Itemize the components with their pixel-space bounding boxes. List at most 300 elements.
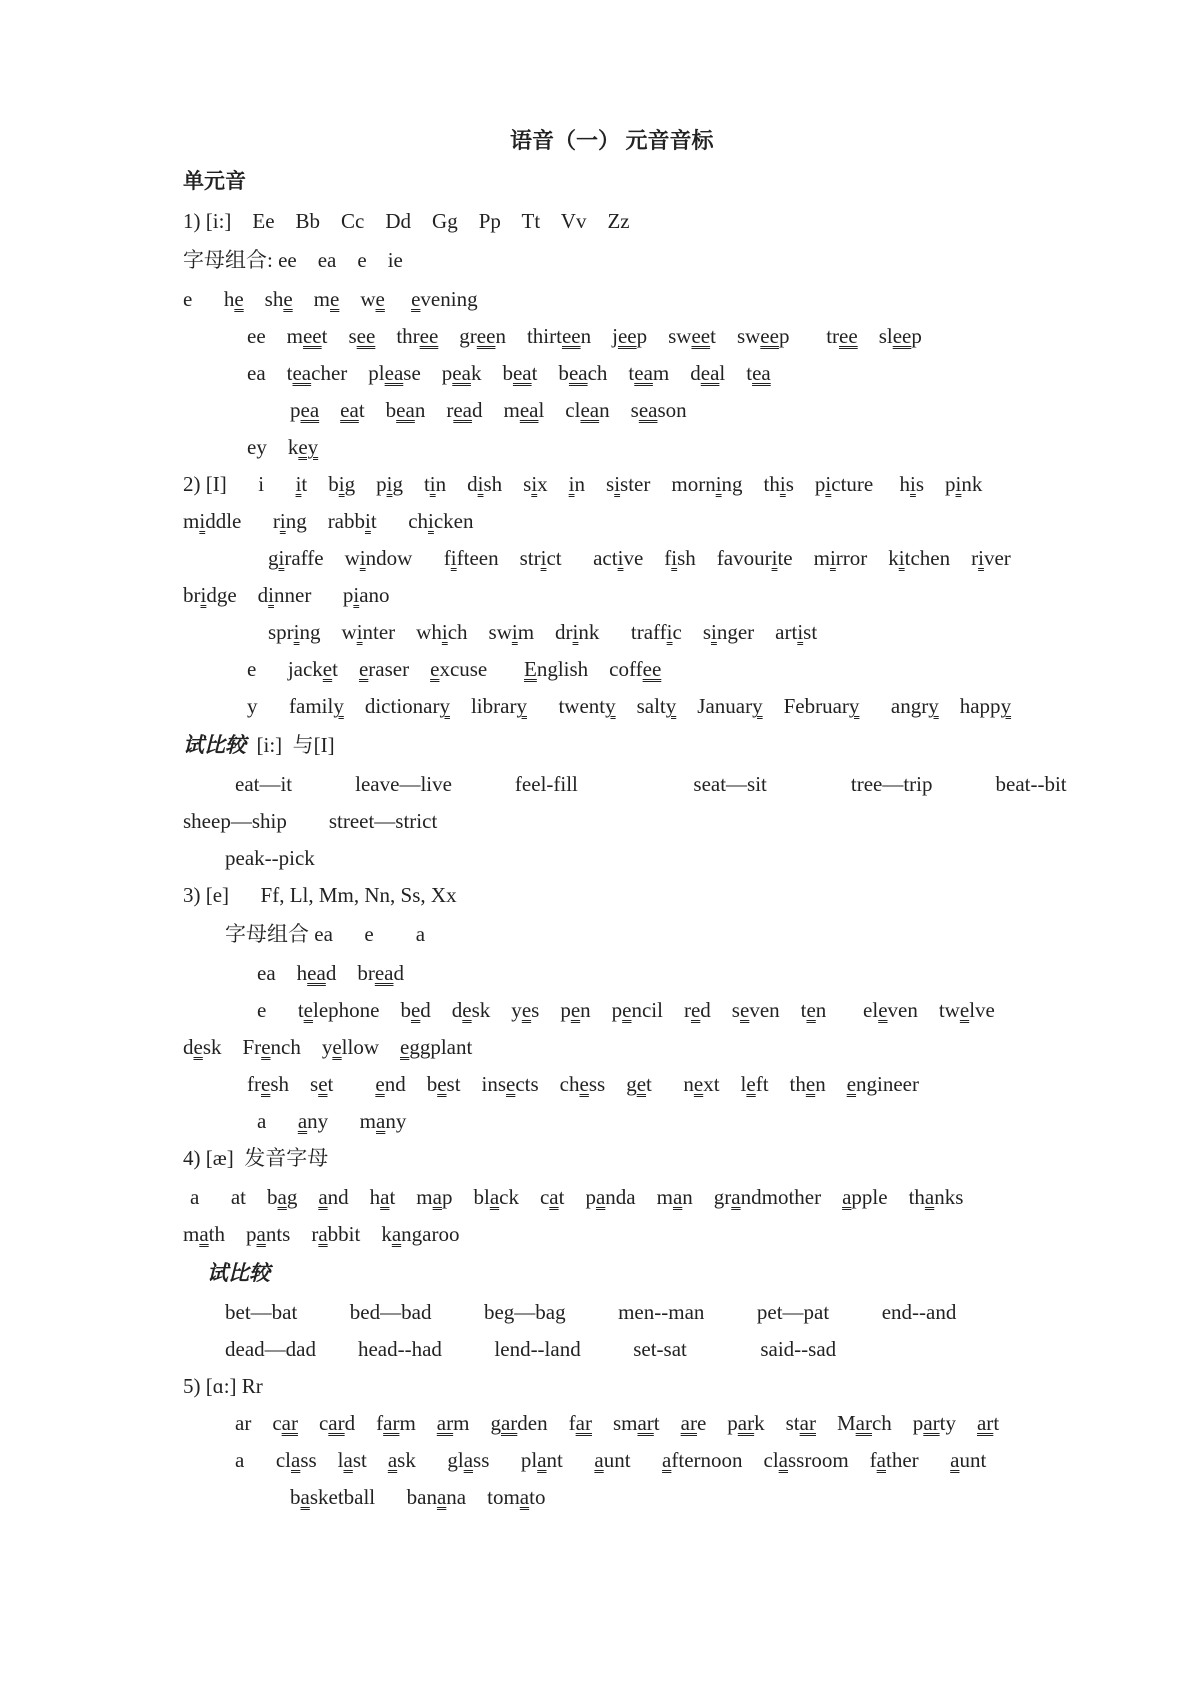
underlined-letters: E <box>524 657 537 681</box>
text-line-title <box>510 128 714 154</box>
underlined-letters: i <box>797 620 804 644</box>
text-segment: t <box>332 657 359 681</box>
text-line-l18 <box>183 882 457 908</box>
underlined-letters: y <box>1000 694 1012 718</box>
underlined-letters: ea <box>340 398 359 422</box>
underlined-letters: ar <box>923 1411 940 1435</box>
text-segment: gr <box>438 324 477 348</box>
underlined-letters: e <box>746 1072 756 1096</box>
underlined-letters: e <box>437 1072 447 1096</box>
text-segment: t b <box>531 361 569 385</box>
text-line-l33 <box>290 1484 545 1510</box>
text-line-l10 <box>268 545 1011 571</box>
text-segment: nks <box>934 1185 964 1209</box>
text-segment: sl <box>857 324 893 348</box>
underlined-letters: y <box>605 694 616 718</box>
text-segment: s p <box>915 472 956 496</box>
text-segment: ggplant <box>409 1035 473 1059</box>
text-segment: ano <box>359 583 390 607</box>
text-line-l9 <box>183 508 474 534</box>
underlined-letters: y <box>928 694 939 718</box>
underlined-letters: ea <box>396 398 415 422</box>
text-line-l12 <box>268 619 817 645</box>
underlined-letters: e <box>332 1035 342 1059</box>
text-segment: fr <box>247 1072 261 1096</box>
text-segment: x <box>537 472 569 496</box>
text-segment: k b <box>470 361 513 385</box>
text-segment: n gr <box>682 1185 732 1209</box>
underlined-letters: i <box>771 546 778 570</box>
text-segment: ve f <box>623 546 672 570</box>
text-segment: 试比较 <box>183 733 246 757</box>
text-segment: nglish coff <box>536 657 643 681</box>
text-line-l1 <box>183 208 630 234</box>
underlined-letters: e <box>521 998 532 1022</box>
text-segment: g <box>286 1185 319 1209</box>
text-segment: ther <box>886 1448 951 1472</box>
text-segment: twent <box>526 694 606 718</box>
underlined-letters: i <box>531 472 538 496</box>
text-segment: sketball ban <box>309 1485 437 1509</box>
underlined-letters: e <box>959 998 970 1022</box>
underlined-letters: i <box>200 583 207 607</box>
underlined-letters: i <box>450 546 457 570</box>
text-segment: n j <box>580 324 618 348</box>
text-segment: m <box>183 509 200 533</box>
text-segment: e jack <box>247 657 323 681</box>
text-segment: ea t <box>247 361 293 385</box>
text-segment: y famil <box>247 694 334 718</box>
text-segment: Januar <box>676 694 753 718</box>
text-segment: p <box>911 324 922 348</box>
text-segment: 5) [ɑ:] Rr <box>183 1374 263 1398</box>
text-segment: raffe w <box>284 546 360 570</box>
underlined-letters: a <box>380 1185 390 1209</box>
text-line-l24 <box>257 1108 406 1134</box>
text-line-l26 <box>190 1184 963 1210</box>
underlined-letters: a <box>199 1222 209 1246</box>
text-segment: c s <box>672 620 711 644</box>
underlined-letters: a <box>318 1222 328 1246</box>
text-segment: 单元音 <box>183 169 246 193</box>
underlined-letters: ee <box>302 324 322 348</box>
text-segment: cher pl <box>311 361 385 385</box>
text-line-l2 <box>183 247 403 273</box>
text-segment: sh s <box>483 472 532 496</box>
underlined-letters: e <box>462 998 472 1022</box>
text-segment: 试比较 <box>207 1261 270 1285</box>
text-segment: ty <box>939 1411 977 1435</box>
text-segment: ny m <box>307 1109 376 1133</box>
text-segment: ch sw <box>447 620 512 644</box>
text-segment: ngineer <box>856 1072 920 1096</box>
text-line-l13 <box>247 656 661 682</box>
text-segment: t <box>327 1072 376 1096</box>
underlined-letters: i <box>293 620 300 644</box>
text-segment: eat—it leave—live feel-fill seat—sit tree—trip beat--bit <box>235 772 1067 796</box>
text-line-l3 <box>183 286 478 312</box>
text-segment: t m <box>389 1185 433 1209</box>
text-segment: nts r <box>265 1222 319 1246</box>
underlined-letters: a <box>924 1185 935 1209</box>
underlined-letters: i <box>715 472 722 496</box>
underlined-letters: e <box>693 1072 704 1096</box>
underlined-letters: i <box>978 546 984 570</box>
underlined-letters: a <box>300 1485 310 1509</box>
underlined-letters: e <box>806 998 816 1022</box>
text-segment: a <box>257 1109 298 1133</box>
underlined-letters: e <box>411 287 421 311</box>
text-segment: nter wh <box>362 620 442 644</box>
underlined-letters: a <box>537 1448 547 1472</box>
underlined-letters: i <box>386 472 393 496</box>
text-line-l20 <box>257 960 404 986</box>
text-segment: nk traff <box>578 620 667 644</box>
underlined-letters: a <box>594 1448 604 1472</box>
underlined-letters: ar <box>328 1411 345 1435</box>
underlined-letters: e <box>579 1072 589 1096</box>
text-segment: d br <box>325 961 375 985</box>
text-segment: st <box>352 1448 388 1472</box>
underlined-letters: i <box>540 546 547 570</box>
underlined-letters: e <box>570 998 581 1022</box>
text-segment: ss l <box>300 1448 344 1472</box>
underlined-letters: a <box>519 1485 530 1509</box>
underlined-letters: ea <box>452 361 471 385</box>
text-segment: sm <box>591 1411 638 1435</box>
text-segment: ss g <box>588 1072 637 1096</box>
underlined-letters: a <box>277 1185 287 1209</box>
underlined-letters: y <box>752 694 763 718</box>
underlined-letters: a <box>549 1185 559 1209</box>
text-line-l15 <box>235 771 1067 797</box>
text-segment: sk gl <box>397 1448 464 1472</box>
underlined-letters: i <box>356 620 363 644</box>
underlined-letters: i <box>278 546 285 570</box>
text-segment: p sw <box>636 324 692 348</box>
text-segment: fteen str <box>456 546 541 570</box>
underlined-letters: i <box>671 546 678 570</box>
text-segment: g p <box>344 472 387 496</box>
text-segment: t b <box>301 472 339 496</box>
text-segment: d f <box>344 1411 384 1435</box>
text-segment: den f <box>517 1411 576 1435</box>
underlined-letters: ea <box>374 961 394 985</box>
text-segment: ven t <box>749 998 807 1022</box>
underlined-letters: a <box>662 1448 672 1472</box>
underlined-letters: ea <box>453 398 472 422</box>
text-segment: xcuse <box>439 657 525 681</box>
text-segment: ft th <box>755 1072 806 1096</box>
text-segment: ster morn <box>620 472 716 496</box>
text-segment: m dr <box>517 620 573 644</box>
underlined-letters: ar <box>383 1411 400 1435</box>
underlined-letters: a <box>463 1448 474 1472</box>
text-segment: [i:] 与[I] <box>246 733 335 757</box>
underlined-letters: ea <box>638 398 658 422</box>
text-segment: dictionar <box>343 694 440 718</box>
underlined-letters: y <box>439 694 450 718</box>
text-segment: lephone b <box>312 998 411 1022</box>
underlined-letters: a <box>343 1448 353 1472</box>
text-segment: n s <box>599 398 639 422</box>
text-segment: xt l <box>703 1072 747 1096</box>
underlined-letters: i <box>572 620 579 644</box>
text-segment: vening <box>420 287 478 311</box>
underlined-letters: ea <box>568 361 588 385</box>
underlined-letters: a <box>489 1185 500 1209</box>
underlined-letters: i <box>825 472 832 496</box>
underlined-letters: ar <box>680 1411 697 1435</box>
underlined-letters: ea <box>634 361 653 385</box>
text-segment: d s <box>700 998 740 1022</box>
text-segment: n s <box>574 472 615 496</box>
text-segment: 字母组合: ee ea e ie <box>183 248 403 272</box>
underlined-letters: i <box>429 472 436 496</box>
underlined-letters: a <box>876 1448 886 1472</box>
text-segment: d <box>393 961 404 985</box>
text-segment: to <box>529 1485 546 1509</box>
underlined-letters: a <box>290 1448 301 1472</box>
text-segment: p bl <box>441 1185 490 1209</box>
underlined-letters: i <box>898 546 905 570</box>
underlined-letters: i <box>829 546 836 570</box>
text-segment: pple th <box>851 1185 925 1209</box>
underlined-letters: y <box>848 694 860 718</box>
underlined-letters: ar <box>575 1411 592 1435</box>
text-segment: cts ch <box>515 1072 580 1096</box>
underlined-letters: a <box>256 1222 266 1246</box>
underlined-letters: a <box>297 1109 308 1133</box>
text-segment: 4) [æ] 发音字母 <box>183 1146 329 1170</box>
underlined-letters: ar <box>500 1411 518 1435</box>
underlined-letters: ee <box>691 324 711 348</box>
underlined-letters: e <box>430 657 440 681</box>
text-segment: peak--pick <box>225 846 315 870</box>
text-segment: na tom <box>446 1485 520 1509</box>
text-line-l23 <box>247 1071 919 1097</box>
underlined-letters: a <box>391 1222 402 1246</box>
text-line-compare1 <box>183 732 335 758</box>
text-segment: e h <box>183 287 235 311</box>
text-segment: sk y <box>471 998 522 1022</box>
text-line-l27 <box>183 1221 460 1247</box>
text-segment: c <box>297 1411 329 1435</box>
underlined-letters: e <box>375 1072 385 1096</box>
underlined-letters: e <box>400 1035 410 1059</box>
text-segment: unt <box>959 1448 987 1472</box>
text-segment: t b <box>358 398 397 422</box>
text-segment: 3) [e] Ff, Ll, Mm, Nn, Ss, Xx <box>183 883 457 907</box>
underlined-letters: ee <box>760 324 779 348</box>
text-segment: ck c <box>499 1185 550 1209</box>
text-segment: ngaroo <box>401 1222 460 1246</box>
text-segment: raser <box>368 657 431 681</box>
text-segment: cken <box>433 509 474 533</box>
text-segment: salt <box>615 694 666 718</box>
underlined-letters: e <box>636 1072 647 1096</box>
text-segment: t sw <box>710 324 761 348</box>
text-segment: rror k <box>835 546 899 570</box>
text-line-l30 <box>183 1373 263 1399</box>
text-segment: p tr <box>778 324 840 348</box>
text-segment: t <box>653 1411 681 1435</box>
text-segment: n r <box>414 398 454 422</box>
text-segment: ncil r <box>631 998 691 1022</box>
text-segment: ar c <box>235 1411 282 1435</box>
text-segment: ven tw <box>887 998 960 1022</box>
underlined-letters: e <box>261 1072 271 1096</box>
underlined-letters: e <box>358 657 369 681</box>
text-segment: n d <box>435 472 478 496</box>
text-segment: son <box>657 398 687 422</box>
text-segment <box>319 398 340 422</box>
underlined-letters: a <box>318 1185 328 1209</box>
text-segment: nner p <box>274 583 354 607</box>
underlined-letters: e <box>303 998 313 1022</box>
underlined-letters: i <box>268 583 275 607</box>
underlined-letters: i <box>955 472 962 496</box>
underlined-letters: ee <box>617 324 637 348</box>
text-segment: nt <box>546 1448 595 1472</box>
text-line-l4 <box>247 323 922 349</box>
underlined-letters: ee <box>892 324 912 348</box>
text-segment: ng rabb <box>285 509 366 533</box>
underlined-letters: ar <box>976 1411 994 1435</box>
text-segment: librar <box>449 694 517 718</box>
underlined-letters: i <box>338 472 345 496</box>
underlined-letters: ee <box>561 324 581 348</box>
text-segment: m <box>399 1411 437 1435</box>
text-segment: g <box>268 546 279 570</box>
underlined-letters: e <box>261 1035 271 1059</box>
underlined-letters: e <box>622 998 632 1022</box>
text-segment: m g <box>453 1411 501 1435</box>
text-segment: st <box>803 620 818 644</box>
underlined-letters: a <box>731 1185 741 1209</box>
underlined-letters: e <box>318 1072 328 1096</box>
underlined-letters: ar <box>637 1411 654 1435</box>
text-line-l19 <box>225 921 425 947</box>
text-segment <box>385 287 411 311</box>
text-segment: ndow f <box>365 546 451 570</box>
underlined-letters: i <box>295 472 302 496</box>
underlined-letters: ar <box>855 1411 872 1435</box>
text-line-compare2 <box>207 1260 270 1286</box>
text-segment: dead—dad head--had lend--land set-sat said--sad <box>225 1337 837 1361</box>
text-segment: e p <box>696 1411 738 1435</box>
text-segment: nd b <box>384 1072 438 1096</box>
text-segment: sh <box>243 287 284 311</box>
text-segment: br <box>183 583 201 607</box>
text-segment: tchen r <box>904 546 979 570</box>
text-segment: a at b <box>190 1185 278 1209</box>
underlined-letters: i <box>359 546 366 570</box>
underlined-letters: ea <box>292 361 312 385</box>
underlined-letters: e <box>330 287 340 311</box>
text-segment: a cl <box>235 1448 291 1472</box>
text-segment: d d <box>420 998 463 1022</box>
text-segment: 1) [i:] Ee Bb Cc Dd Gg Pp Tt Vv Zz <box>183 209 630 233</box>
underlined-letters: e <box>878 998 888 1022</box>
text-segment: ver <box>983 546 1011 570</box>
underlined-letters: i <box>568 472 575 496</box>
underlined-letters: ey <box>298 435 319 459</box>
text-line-single-vowels-heading <box>183 168 246 194</box>
underlined-letters: i <box>779 472 786 496</box>
text-segment: n thirt <box>495 324 562 348</box>
underlined-letters: ar <box>281 1411 298 1435</box>
underlined-letters: i <box>617 546 624 570</box>
text-segment: ch t <box>587 361 635 385</box>
underlined-letters: a <box>432 1185 442 1209</box>
text-segment: bet—bat bed—bad beg—bag men--man pet—pat end--and <box>225 1300 957 1324</box>
text-segment: n p <box>580 998 623 1022</box>
underlined-letters: ea <box>752 361 771 385</box>
underlined-letters: e <box>410 998 421 1022</box>
underlined-letters: ar <box>799 1411 816 1435</box>
text-segment: sk Fr <box>202 1035 262 1059</box>
text-segment: nk <box>961 472 983 496</box>
underlined-letters: i <box>511 620 518 644</box>
text-line-l28 <box>225 1299 956 1325</box>
text-segment: st ins <box>446 1072 507 1096</box>
text-segment: t <box>993 1411 1000 1435</box>
underlined-letters: e <box>283 287 293 311</box>
underlined-letters: i <box>614 472 621 496</box>
text-line-l11 <box>183 582 390 608</box>
text-segment: cture h <box>831 472 910 496</box>
text-segment: t p <box>558 1185 596 1209</box>
underlined-letters: e <box>805 1072 816 1096</box>
text-line-l5 <box>247 360 771 386</box>
text-segment: spr <box>268 620 294 644</box>
text-segment: 语音（一） 元音音标 <box>510 128 714 153</box>
text-segment: Februar <box>762 694 849 718</box>
underlined-letters: a <box>778 1448 788 1472</box>
text-segment: ss pl <box>473 1448 538 1472</box>
text-segment: ndmother <box>740 1185 843 1209</box>
underlined-letters: a <box>950 1448 960 1472</box>
text-segment: sheep—ship street—strict <box>183 809 438 833</box>
underlined-letters: e <box>846 1072 857 1096</box>
underlined-letters: i <box>365 509 371 533</box>
underlined-letters: e <box>690 998 701 1022</box>
text-segment: fternoon cl <box>671 1448 779 1472</box>
text-segment: d m <box>471 398 520 422</box>
text-segment: 字母组合 ea e a <box>225 922 426 946</box>
text-segment: b <box>290 1485 301 1509</box>
underlined-letters: a <box>672 1185 683 1209</box>
text-segment: dge d <box>206 583 269 607</box>
text-segment: ee m <box>247 324 303 348</box>
underlined-letters: i <box>353 583 360 607</box>
text-segment: ssroom f <box>788 1448 877 1472</box>
underlined-letters: ea <box>300 398 320 422</box>
underlined-letters: e <box>322 657 333 681</box>
underlined-letters: a <box>376 1109 386 1133</box>
underlined-letters: a <box>436 1485 447 1509</box>
text-segment: t s <box>321 324 357 348</box>
text-segment: 2) [I] i <box>183 472 296 496</box>
text-segment: se p <box>403 361 453 385</box>
underlined-letters: i <box>477 472 484 496</box>
text-segment: n <box>815 1072 847 1096</box>
underlined-letters: i <box>711 620 717 644</box>
text-line-l31 <box>235 1410 999 1436</box>
text-segment: unt <box>603 1448 663 1472</box>
text-segment: nger art <box>716 620 798 644</box>
